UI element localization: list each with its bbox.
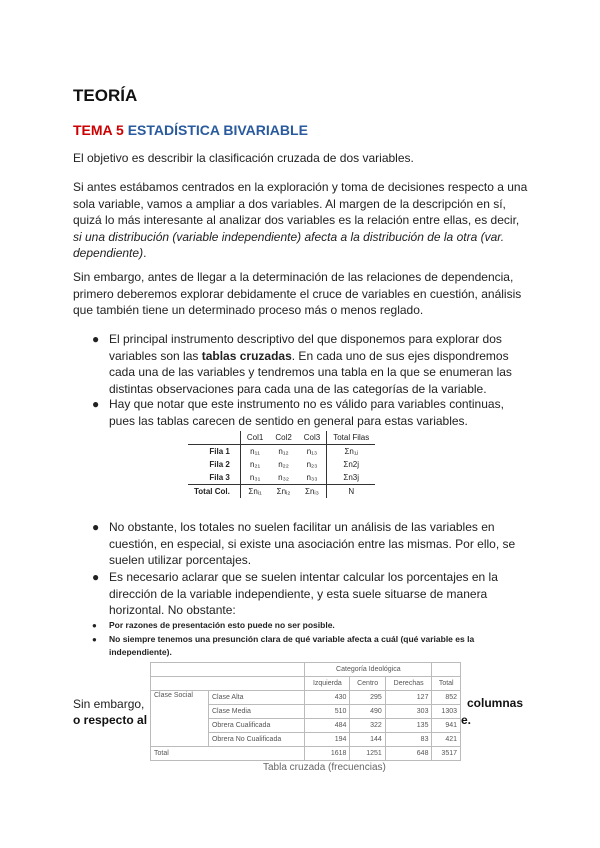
paragraph-intro (73, 179, 528, 262)
table-cell: 510 (305, 705, 350, 719)
paragraph-objective: El objetivo es describir la clasificación cruzada de dos variables. (73, 151, 414, 165)
table-cell: Σn3j (327, 471, 376, 485)
occluded-paragraph-left-2: o respecto al (73, 713, 148, 727)
row-label: Fila 3 (188, 471, 240, 485)
section-title (73, 122, 308, 138)
bullet-item (92, 569, 532, 619)
table-row (188, 471, 375, 485)
table-cell: n₂₂ (278, 460, 289, 469)
occluded-paragraph-left-1: Sin embargo, (73, 697, 145, 711)
bullet-text: No obstante, los totales no suelen facilitar un análisis de las variables en cuestión, en especial, si existe una asociación entre las mismas. Por ello, se suelen utilizar porcentajes. (109, 520, 516, 567)
row-label: Clase Alta (208, 691, 304, 705)
section-name: ESTADÍSTICA BIVARIABLE (127, 122, 308, 138)
table-total-row (151, 747, 461, 761)
table-header-cell: Col2 (269, 431, 297, 445)
table-cell: 144 (350, 733, 385, 747)
table-cell: 135 (385, 719, 432, 733)
paragraph-dependency: Sin embargo, antes de llegar a la determinación de las relaciones de dependencia, primero deberemos explorar debidamente el cruce de variables en cuestión, análisis que también tiene un determinado proceso más o menos reglado. (73, 270, 522, 317)
bullet-text: Hay que notar que este instrumento no es válido para variables continuas, pues las tablas carecen de sentido en general para estas variables. (109, 397, 504, 428)
crosstab-notation-table (188, 431, 375, 498)
table-total-row (188, 485, 375, 499)
table-corner (151, 677, 305, 691)
bullet-text-pre: El principal instrumento descriptivo del que disponemos para explorar dos variables son las (109, 332, 502, 363)
table-cell: n₁₁ (250, 447, 261, 456)
table-cell: Σnᵢ₃ (298, 485, 327, 499)
table-cell: Σnᵢ₂ (269, 485, 297, 499)
row-label: Obrera No Cualificada (208, 733, 304, 747)
table-row (188, 458, 375, 471)
bullet-item (92, 331, 532, 397)
table-header-cell: Total Filas (327, 431, 376, 445)
table-corner (151, 663, 305, 677)
group-header: Categoría Ideológica (305, 663, 432, 677)
row-group-label: Clase Social (151, 691, 209, 747)
table-cell: n₃₁ (249, 473, 261, 482)
table-cell: n₃₃ (306, 473, 318, 482)
page-heading: TEORÍA (73, 86, 138, 105)
paragraph-intro-italic: si una distribución (variable independiente) afecta a la distribución de la otra (var. dependiente) (73, 229, 505, 260)
row-label: Fila 1 (188, 445, 240, 459)
table-cell: 421 (432, 733, 461, 747)
table-cell: 1303 (432, 705, 461, 719)
table-cell: n₂₃ (306, 460, 318, 469)
row-label: Total (151, 747, 305, 761)
table-cell: n₁₃ (306, 447, 318, 456)
column-header: Derechas (385, 677, 432, 691)
bullet-text-post: . En cada uno de sus ejes dispondremos cada una de las variables y tendremos una tabla en la que se enumeran las distintas observaciones para cada una de las categorías de la variable. (109, 348, 512, 396)
column-header: Total (432, 677, 461, 691)
bullet-dot: ● (92, 397, 100, 411)
table-cell: 941 (432, 719, 461, 733)
bullet-dot: ● (92, 621, 97, 630)
row-label: Fila 2 (188, 458, 240, 471)
column-header: Izquierda (305, 677, 350, 691)
table-cell: N (327, 485, 376, 499)
table-cell: 3517 (432, 747, 461, 761)
row-label: Obrera Cualificada (208, 719, 304, 733)
bullet-dot: ● (92, 520, 100, 534)
bullet-text-bold: tablas cruzadas (201, 348, 292, 363)
table-header-cell (188, 431, 240, 445)
bullet-text (109, 331, 532, 397)
occluded-paragraph-right-2: e. (461, 713, 472, 727)
table-cell: 484 (305, 719, 350, 733)
small-bullet-item (92, 633, 532, 659)
table-header-cell: Col3 (298, 431, 327, 445)
table-cell: Σn₁ⱼ (327, 445, 376, 459)
paragraph-intro-end: . (143, 246, 147, 260)
table-cell: 194 (305, 733, 350, 747)
bullet-text: Por razones de presentación esto puede no ser posible. (109, 620, 335, 630)
table-cell: n₁₂ (278, 447, 289, 456)
table-cell: n₂₁ (249, 460, 261, 469)
bullet-dot: ● (92, 332, 100, 346)
row-label: Clase Media (208, 705, 304, 719)
bullet-dot: ● (92, 635, 97, 644)
section-number: TEMA 5 (73, 122, 124, 138)
table-cell: Σn2j (327, 458, 376, 471)
table-row (151, 691, 461, 705)
row-label: Total Col. (188, 485, 240, 499)
table-cell: n₃₂ (278, 473, 289, 482)
paragraph-intro-text: Si antes estábamos centrados en la exploración y toma de decisiones respecto a una sola variable, vamos a ampliar a dos variables. Al margen de la descripción en sí, quizá lo más interesante al analizar dos variables es la relación entre ellas, es decir, (73, 180, 528, 227)
table-header-cell: Col1 (240, 431, 269, 445)
occluded-paragraph-right-1: columnas (467, 696, 524, 710)
table-cell: Σnᵢ₁ (240, 485, 269, 499)
bullet-item (92, 519, 532, 569)
crosstab-frequencies-table (150, 662, 461, 761)
table-cell: 852 (432, 691, 461, 705)
table-cell: 648 (385, 747, 432, 761)
table-cell: 127 (385, 691, 432, 705)
column-header: Centro (350, 677, 385, 691)
bullet-text: Es necesario aclarar que se suelen intentar calcular los porcentajes en la dirección de la variable independiente, y esta suele situarse de manera horizontal. No obstante: (109, 570, 498, 617)
bullet-text: No siempre tenemos una presunción clara de qué variable afecta a cuál (qué variable es la independiente). (109, 634, 475, 657)
small-bullet-item (92, 619, 532, 632)
table-cell: 430 (305, 691, 350, 705)
table-corner (432, 663, 461, 677)
table-cell: 1618 (305, 747, 350, 761)
table-caption: Tabla cruzada (frecuencias) (263, 762, 386, 773)
bullet-dot: ● (92, 570, 100, 584)
table-row (188, 445, 375, 459)
table-cell: 490 (350, 705, 385, 719)
table-cell: 322 (350, 719, 385, 733)
table-cell: 83 (385, 733, 432, 747)
table-cell: 295 (350, 691, 385, 705)
bullet-item (92, 396, 532, 429)
table-cell: 1251 (350, 747, 385, 761)
table-cell: 303 (385, 705, 432, 719)
